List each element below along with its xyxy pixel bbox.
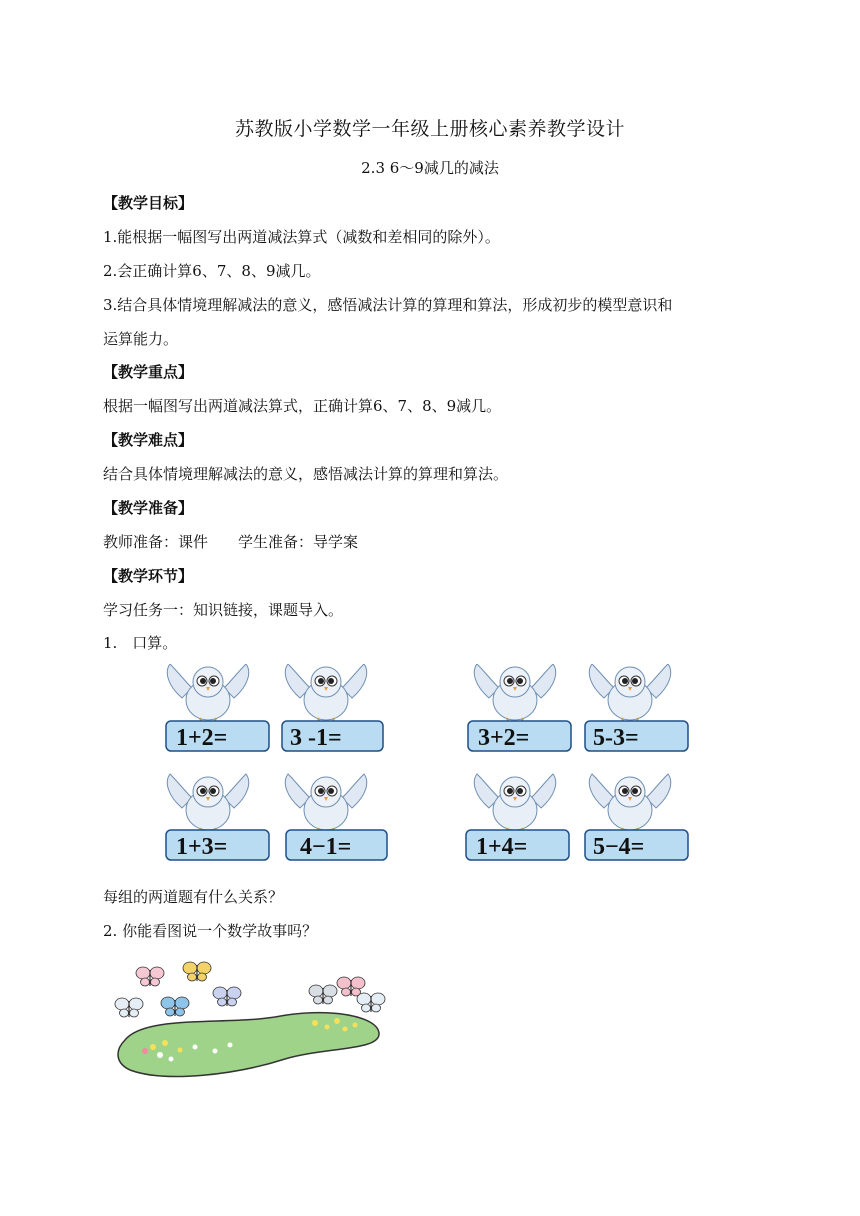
goal-1: 1.能根据一幅图写出两道减法算式（减数和差相同的除外）。 [103,228,500,246]
item-2-text: 2. 你能看图说一个数学故事吗？ [103,922,318,940]
document-subtitle: 2.3 6～9减几的减法 [361,159,499,177]
calc-card-5 [166,830,269,860]
question-text: 每组的两道题有什么关系？ [103,888,284,906]
document-title: 苏教版小学数学一年级上册核心素养教学设计 [234,118,625,140]
calc-card-4 [585,721,688,751]
key-points-text: 根据一幅图写出两道减法算式，正确计算6、7、8、9减几。 [103,397,502,415]
preparation-text: 教师准备：课件 学生准备：导学案 [103,533,359,551]
calc-card-4-text: 5-3= [593,725,639,751]
item-1-text: 1. 口算。 [103,634,178,652]
section-heading-key-points: 【教学重点】 [103,363,194,381]
goal-2: 2.会正确计算6、7、8、9减几。 [103,262,321,280]
oral-calculation-illustration [160,664,700,874]
calc-card-6 [286,830,387,860]
calc-card-3-text: 3+2= [478,725,530,751]
calc-card-7-text: 1+4= [476,834,528,860]
goal-3-line2: 运算能力。 [103,330,179,348]
difficulties-text: 结合具体情境理解减法的意义，感悟减法计算的算理和算法。 [103,465,509,483]
butterfly-meadow-illustration [105,955,395,1085]
calc-card-2-text: 3 -1= [290,725,342,751]
calc-card-6-text: 4−1= [300,834,352,860]
calc-card-5-text: 1+3= [176,834,228,860]
calc-card-1 [166,721,269,751]
goal-3-line1: 3.结合具体情境理解减法的意义，感悟减法计算的算理和算法，形成初步的模型意识和 [103,296,673,314]
calc-card-3 [468,721,571,751]
section-heading-difficulties: 【教学难点】 [103,431,194,449]
calc-card-1-text: 1+2= [176,725,228,751]
calc-card-7 [466,830,569,860]
calc-card-8 [585,830,688,860]
task-1-text: 学习任务一：知识链接，课题导入。 [103,601,344,619]
section-heading-goals: 【教学目标】 [103,194,194,212]
section-heading-steps: 【教学环节】 [103,567,194,585]
section-heading-preparation: 【教学准备】 [103,499,194,517]
calc-card-8-text: 5−4= [593,834,645,860]
calc-card-2 [282,721,383,751]
